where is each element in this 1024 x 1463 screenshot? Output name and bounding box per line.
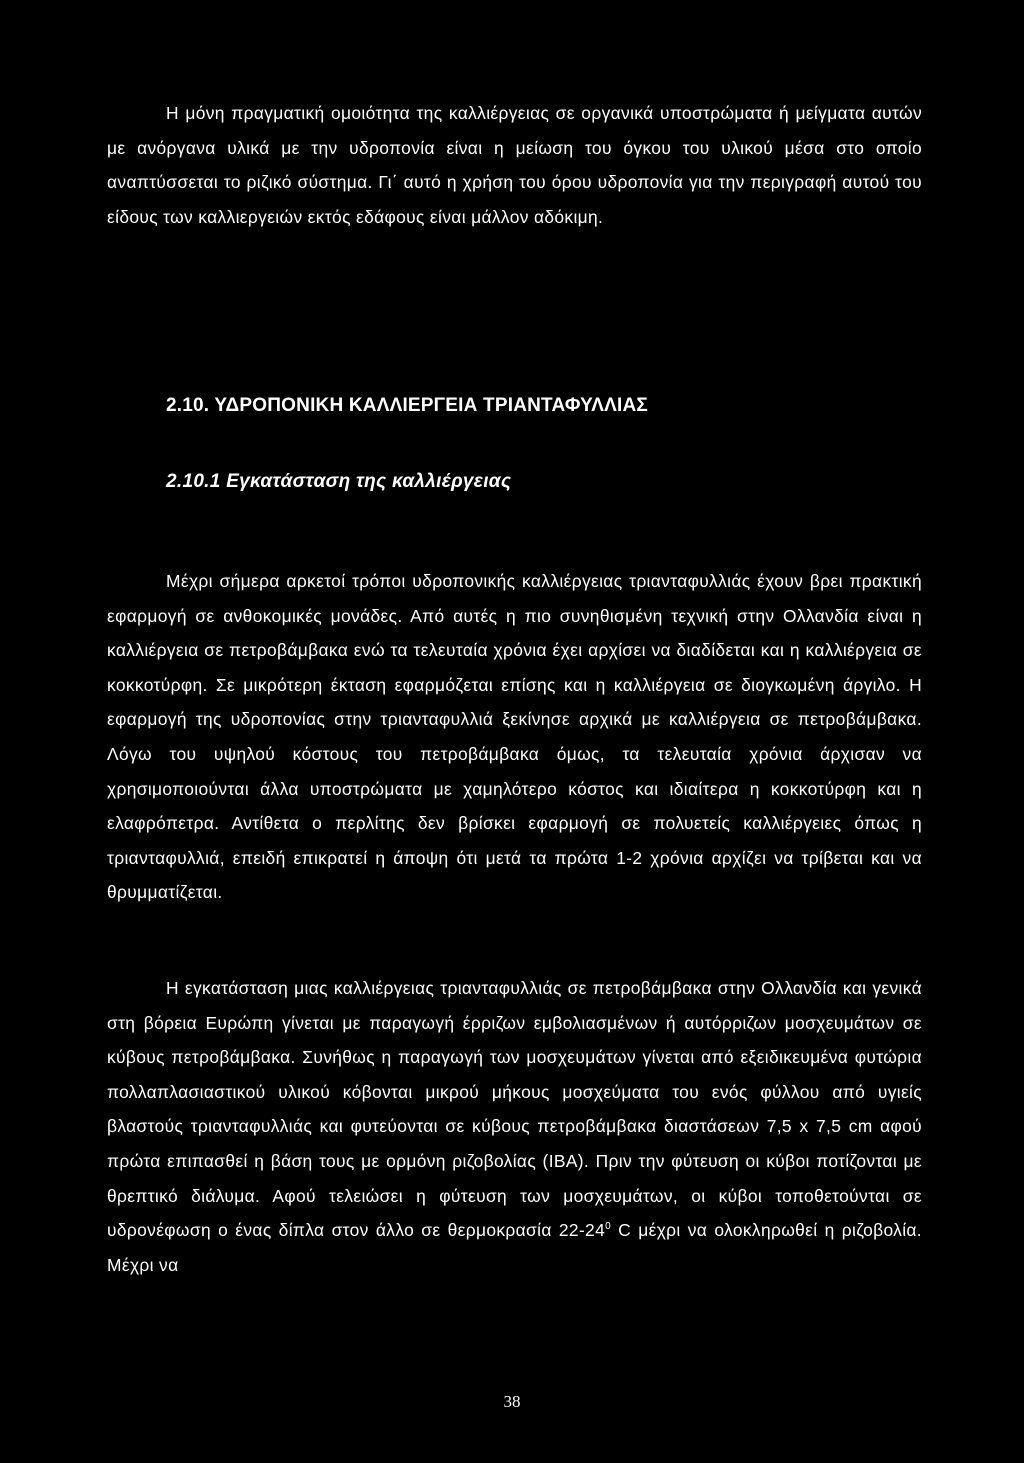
paragraph-2: Μέχρι σήμερα αρκετοί τρόποι υδροπονικής καλλιέργειας τριανταφυλλιάς έχουν βρει πρακτική εφαρμογή σε ανθοκομικές μονάδες. Από αυτές η πιο συνηθισμένη τεχνική στην Ολλανδία είναι η καλλιέργεια σε πετροβάμβακα ενώ τα τελευταία χρόνια έχει αρχίσει να διαδίδεται και η καλλιέργεια σε κοκκοτύρφη. Σε μικρότερη έκταση εφαρμόζεται επίσης και η καλλιέργεια σε διογκωμένη άργιλο. Η εφαρμογή της υδροπονίας στην τριανταφυλλιά ξεκίνησε αρχικά με καλλιέργεια σε πετροβάμβακα. Λόγω του υψηλού κόστους του πετροβάμβακα όμως, τα τελευταία χρόνια άρχισαν να χρησιμοποιούνται άλλα υποστρώματα με χαμηλότερο κόστος και ιδιαίτερα η κοκκοτύρφη και η ελαφρόπετρα. Αντίθετα ο περλίτης δεν βρίσκει εφαρμογή σε πολυετείς καλλιέργειες όπως η τριανταφυλλιά, επειδή επικρατεί η άποψη ότι μετά τα πρώτα 1-2 χρόνια αρχίζει να τρίβεται και να θρυμματίζεται. (107, 571, 922, 903)
paragraph-3-text-end: C μέχρι να ολοκληρωθεί η ριζοβολία. Μέχρι να (107, 1220, 922, 1275)
subsection-heading: 2.10.1 Εγκατάσταση της καλλιέργειας (166, 471, 512, 492)
paragraph-1: Η μόνη πραγματική ομοιότητα της καλλιέργειας σε οργανικά υποστρώματα ή μείγματα αυτών με ανόργανα υλικά με την υδροπονία είναι η μείωση του όγκου του υλικού μέσα στο οποίο αναπτύσσεται το ριζικό σύστημα. Γι΄ αυτό η χρήση του όρου υδροπονία για την περιγραφή αυτού του είδους των καλλιεργειών εκτός εδάφους είναι μάλλον αδόκιμη. (107, 103, 922, 227)
paragraph-3 (107, 971, 922, 1282)
section-heading: 2.10. ΥΔΡΟΠΟΝΙΚΗ ΚΑΛΛΙΕΡΓΕΙΑ ΤΡΙΑΝΤΑΦΥΛΛΙΑΣ (166, 395, 649, 416)
degree-superscript: 0 (605, 1221, 612, 1233)
page-number: 38 (503, 1392, 521, 1411)
paragraph-3-text-start: Η εγκατάσταση μιας καλλιέργειας τριανταφυλλιάς σε πετροβάμβακα στην Ολλανδία και γενικά στη βόρεια Ευρώπη γίνεται με παραγωγή έρριζων εμβολιασμένων ή αυτόρριζων μοσχευμάτων σε κύβους πετροβάμβακα. Συνήθως η παραγωγή των μοσχευμάτων γίνεται από εξειδικευμένα φυτώρια πολλαπλασιαστικού υλικού κόβονται μικρού μήκους μοσχεύματα του ενός φύλλου από υγιείς βλαστούς τριανταφυλλιάς και φυτεύονται σε κύβους πετροβάμβακα διαστάσεων 7,5 x 7,5 cm αφού πρώτα επιπασθεί η βάση τους με ορμόνη ριζοβολίας (IBA). Πριν την φύτευση οι κύβοι ποτίζονται με θρεπτικό διάλυμα. Αφού τελειώσει η φύτευση των μοσχευμάτων, οι κύβοι τοποθετούνται σε υδρονέφωση ο ένας δίπλα στον άλλο σε θερμοκρασία 22-24 (107, 978, 922, 1241)
